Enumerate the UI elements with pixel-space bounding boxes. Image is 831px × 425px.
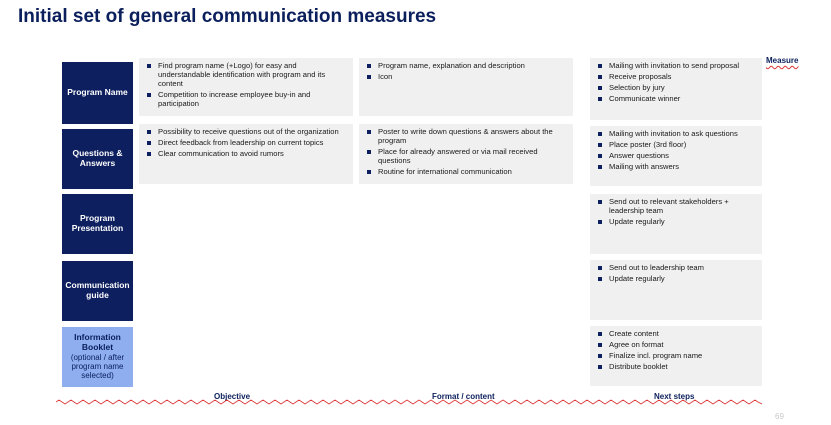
row-label-questions-answers: Questions & Answers bbox=[62, 129, 133, 189]
list-item: Update regularly bbox=[596, 274, 758, 283]
list-item: Program name, explanation and description bbox=[365, 61, 569, 70]
page-number: 69 bbox=[775, 412, 784, 421]
row-label-subtitle: (optional / after program name selected) bbox=[70, 352, 125, 381]
column-label-format: Format / content bbox=[432, 392, 495, 401]
list-item: Create content bbox=[596, 329, 758, 338]
row-label-information-booklet bbox=[62, 327, 133, 387]
list-item: Distribute booklet bbox=[596, 362, 758, 371]
list-item: Receive proposals bbox=[596, 72, 758, 81]
list-item: Update regularly bbox=[596, 217, 758, 226]
row-label-title: Information Booklet bbox=[74, 332, 121, 353]
spellcheck-underline bbox=[56, 399, 762, 405]
cell-format-questions-answers bbox=[359, 124, 573, 184]
row-label-communication-guide: Communication guide bbox=[62, 261, 133, 321]
cell-format-program-name bbox=[359, 58, 573, 116]
cell-next-steps-program-presentation bbox=[590, 194, 762, 254]
cell-next-steps-questions-answers bbox=[590, 126, 762, 186]
list-item: Competition to increase employee buy-in and participation bbox=[145, 90, 349, 108]
list-item: Possibility to receive questions out of the organization bbox=[145, 127, 349, 136]
list-item: Clear communication to avoid rumors bbox=[145, 149, 349, 158]
list-item: Find program name (+Logo) for easy and understandable identification with program and its content bbox=[145, 61, 349, 88]
column-label-next-steps: Next steps bbox=[654, 392, 695, 401]
list-item: Place for already answered or via mail received questions bbox=[365, 147, 569, 165]
list-item: Poster to write down questions & answers about the program bbox=[365, 127, 569, 145]
row-label-program-name: Program Name bbox=[62, 62, 133, 124]
list-item: Selection by jury bbox=[596, 83, 758, 92]
list-item: Answer questions bbox=[596, 151, 758, 160]
page-title: Initial set of general communication measures bbox=[18, 6, 437, 27]
cell-next-steps-information-booklet bbox=[590, 326, 762, 386]
row-label-program-presentation: Program Presentation bbox=[62, 194, 133, 254]
column-label-objective: Objective bbox=[214, 392, 251, 401]
list-item: Direct feedback from leadership on current topics bbox=[145, 138, 349, 147]
cell-next-steps-program-name bbox=[590, 58, 762, 120]
cell-objective-program-name bbox=[139, 58, 353, 116]
list-item: Place poster (3rd floor) bbox=[596, 140, 758, 149]
measure-label: Measure bbox=[766, 56, 799, 65]
list-item: Mailing with invitation to send proposal bbox=[596, 61, 758, 70]
list-item: Send out to leadership team bbox=[596, 263, 758, 272]
list-item: Mailing with invitation to ask questions bbox=[596, 129, 758, 138]
list-item: Send out to relevant stakeholders + leadership team bbox=[596, 197, 758, 215]
list-item: Finalize incl. program name bbox=[596, 351, 758, 360]
cell-objective-questions-answers bbox=[139, 124, 353, 184]
list-item: Agree on format bbox=[596, 340, 758, 349]
cell-next-steps-communication-guide bbox=[590, 260, 762, 320]
list-item: Routine for international communication bbox=[365, 167, 569, 176]
list-item: Icon bbox=[365, 72, 569, 81]
list-item: Mailing with answers bbox=[596, 162, 758, 171]
list-item: Communicate winner bbox=[596, 94, 758, 103]
